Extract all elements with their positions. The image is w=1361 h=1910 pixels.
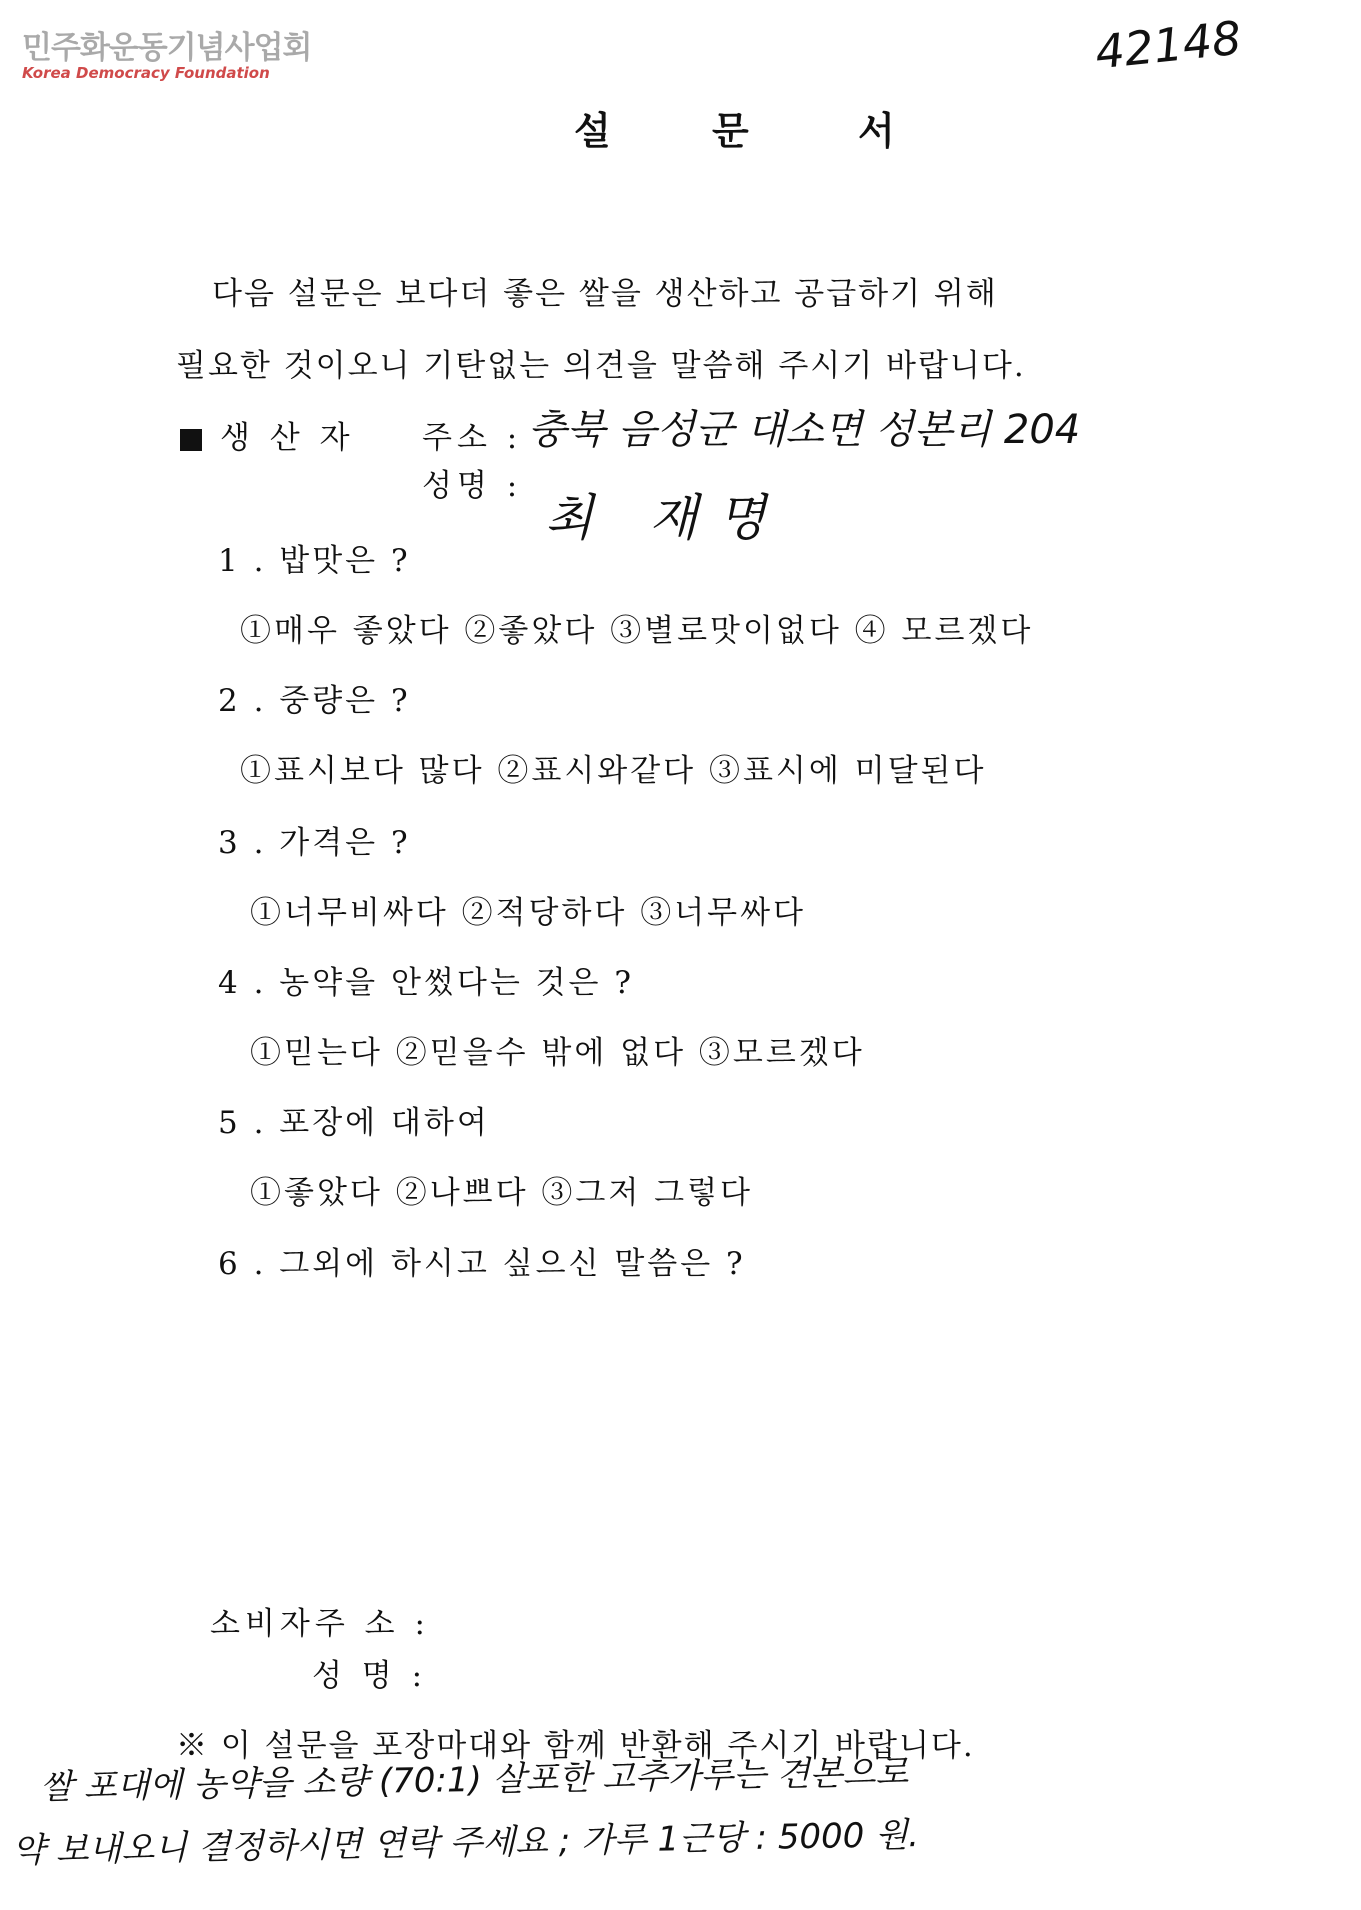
question-5-options: ①좋았다 ②나쁘다 ③그저 그렇다 (250, 1175, 753, 1211)
question-3: 3 . 가격은 ? (218, 825, 411, 861)
consumer-name-label: 성 명 : (312, 1658, 428, 1694)
question-1: 1 . 밥맛은 ? (218, 543, 411, 579)
title-char-2: 문 (712, 108, 749, 153)
foundation-logo-english: Korea Democracy Foundation (22, 64, 270, 82)
producer-name-value: 최 재명 (545, 489, 786, 547)
foundation-logo-korean: 민주화운동기념사업회 (22, 30, 312, 66)
handwritten-note-line-2: 약 보내오니 결정하시면 연락 주세요 ; 가루 1근당 : 5000 원. (11, 1815, 920, 1871)
title-char-1: 설 (574, 108, 611, 153)
handwritten-note-line-1: 쌀 포대에 농약을 소량 (70:1) 살포한 고추가루는 견본으로 (39, 1752, 909, 1808)
consumer-address-label: 소비자주 소 : (210, 1606, 430, 1642)
intro-line-2: 필요한 것이오니 기탄없는 의견을 말씀해 주시기 바랍니다. (176, 348, 1026, 384)
producer-label: 생 산 자 (180, 412, 355, 457)
question-4: 4 . 농약을 안썼다는 것은 ? (218, 965, 634, 1001)
question-1-options: ①매우 좋았다 ②좋았다 ③별로맛이없다 ④ 모르겠다 (240, 613, 1034, 649)
question-5: 5 . 포장에 대하여 (218, 1105, 490, 1141)
title-char-3: 서 (858, 108, 895, 153)
producer-name-label: 성명 : (422, 468, 523, 504)
document-number: 42148 (1092, 10, 1244, 80)
intro-line-1: 다음 설문은 보다더 좋은 쌀을 생산하고 공급하기 위해 (212, 276, 998, 312)
producer-address-value: 충북 음성군 대소면 성본리 204 (528, 407, 1081, 453)
question-3-options: ①너무비싸다 ②적당하다 ③너무싸다 (250, 895, 807, 931)
producer-address-label: 주소 : (422, 420, 523, 456)
square-bullet-icon (180, 429, 202, 451)
question-4-options: ①믿는다 ②믿을수 밖에 없다 ③모르겠다 (250, 1035, 865, 1071)
footer-note: ※ 이 설문을 포장마대와 함께 반환해 주시기 바랍니다. (176, 1728, 975, 1764)
question-6: 6 . 그외에 하시고 싶으신 말씀은 ? (218, 1246, 746, 1282)
question-2: 2 . 중량은 ? (218, 683, 411, 719)
question-2-options: ①표시보다 많다 ②표시와같다 ③표시에 미달된다 (240, 753, 987, 789)
